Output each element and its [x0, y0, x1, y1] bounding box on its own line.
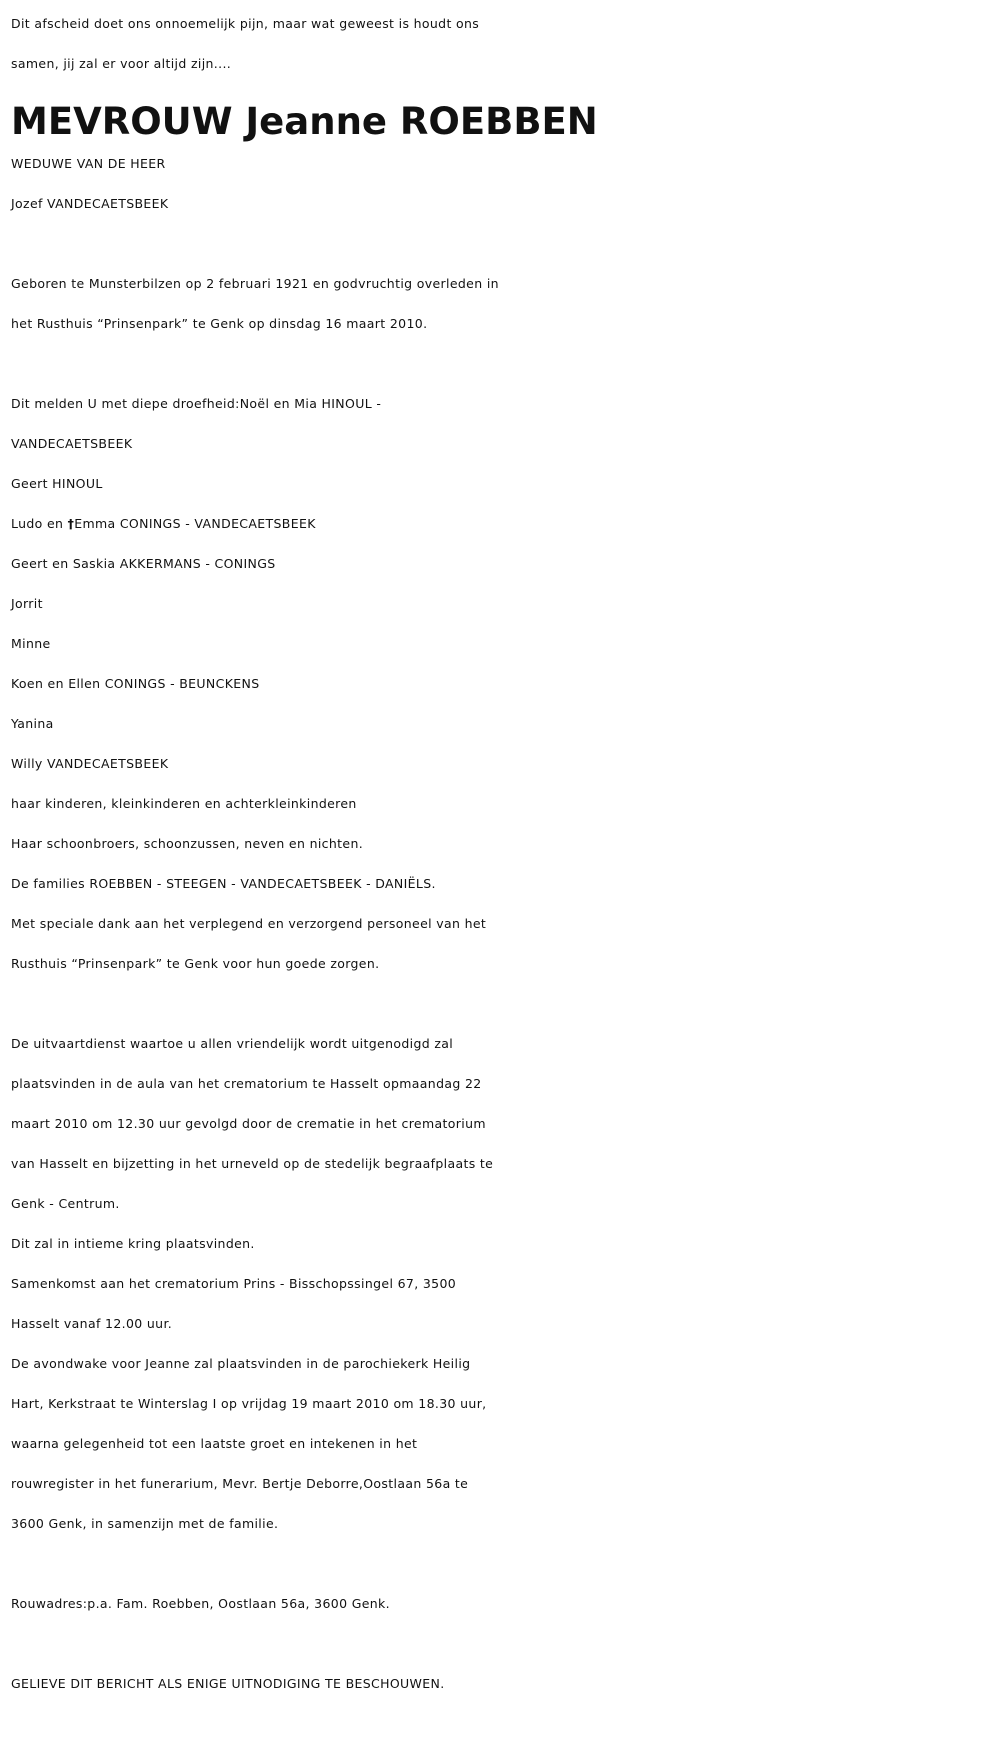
family-relations-line: haar kinderen, kleinkinderen en achterkleinkinderen: [11, 796, 357, 811]
family-member: Jorrit: [11, 596, 43, 611]
deceased-name: MEVROUW Jeanne ROEBBEN: [11, 100, 598, 143]
family-member: Koen en Ellen CONINGS - BEUNCKENS: [11, 676, 260, 691]
family-member: Geert HINOUL: [11, 476, 103, 491]
spouse-name: Jozef VANDECAETSBEEK: [11, 196, 169, 211]
family-member: Geert en Saskia AKKERMANS - CONINGS: [11, 556, 276, 571]
thanks-line: Rusthuis “Prinsenpark” te Genk voor hun goede zorgen.: [11, 956, 380, 971]
family-member: Willy VANDECAETSBEEK: [11, 756, 169, 771]
family-member-ludo-emma: [11, 504, 991, 544]
widow-title: WEDUWE VAN DE HEER: [11, 156, 166, 171]
family-block: [11, 384, 991, 984]
family-intro-line: VANDECAETSBEEK: [11, 436, 133, 451]
spacer: [11, 344, 991, 384]
spacer: [11, 1624, 991, 1664]
family-member-prefix: Ludo en: [11, 516, 68, 531]
service-line: De avondwake voor Jeanne zal plaatsvinden in de parochiekerk Heilig: [11, 1356, 471, 1371]
service-line: Hart, Kerkstraat te Winterslag I op vrijdag 19 maart 2010 om 18.30 uur,: [11, 1396, 487, 1411]
family-intro-line: Dit melden U met diepe droefheid:Noël en Mia HINOUL -: [11, 396, 382, 411]
service-line: Samenkomst aan het crematorium Prins - Bisschopssingel 67, 3500: [11, 1276, 457, 1291]
service-line: Genk - Centrum.: [11, 1196, 120, 1211]
service-line: waarna gelegenheid tot een laatste groet en intekenen in het: [11, 1436, 418, 1451]
thanks-line: Met speciale dank aan het verplegend en verzorgend personeel van het: [11, 916, 487, 931]
spacer: [11, 1544, 991, 1584]
obituary-notice: [11, 4, 991, 1704]
service-line: maart 2010 om 12.30 uur gevolgd door de crematie in het crematorium: [11, 1116, 486, 1131]
deceased-block: [11, 100, 991, 224]
closing-block: [11, 1664, 991, 1704]
family-member: Yanina: [11, 716, 54, 731]
family-member-suffix: Emma CONINGS - VANDECAETSBEEK: [74, 516, 316, 531]
mourning-address-block: [11, 1584, 991, 1624]
intro-line: samen, jij zal er voor altijd zijn....: [11, 56, 232, 71]
spacer: [11, 84, 991, 100]
service-line: rouwregister in het funerarium, Mevr. Bertje Deborre,Oostlaan 56a te: [11, 1476, 469, 1491]
service-line: De uitvaartdienst waartoe u allen vriendelijk wordt uitgenodigd zal: [11, 1036, 454, 1051]
service-line: 3600 Genk, in samenzijn met de familie.: [11, 1516, 279, 1531]
family-relations-line: Haar schoonbroers, schoonzussen, neven en nichten.: [11, 836, 364, 851]
service-line: Hasselt vanaf 12.00 uur.: [11, 1316, 173, 1331]
cross-icon: †: [67, 516, 75, 531]
intro-quote: [11, 4, 991, 84]
mourning-address: Rouwadres:p.a. Fam. Roebben, Oostlaan 56a, 3600 Genk.: [11, 1596, 390, 1611]
service-line: Dit zal in intieme kring plaatsvinden.: [11, 1236, 255, 1251]
family-member: Minne: [11, 636, 51, 651]
intro-line: Dit afscheid doet ons onnoemelijk pijn, maar wat geweest is houdt ons: [11, 16, 480, 31]
spacer: [11, 224, 991, 264]
birth-death-block: [11, 264, 991, 344]
spacer: [11, 984, 991, 1024]
closing-line: GELIEVE DIT BERICHT ALS ENIGE UITNODIGING TE BESCHOUWEN.: [11, 1676, 445, 1691]
birth-death-line: het Rusthuis “Prinsenpark” te Genk op dinsdag 16 maart 2010.: [11, 316, 428, 331]
service-line: plaatsvinden in de aula van het crematorium te Hasselt opmaandag 22: [11, 1076, 482, 1091]
birth-death-line: Geboren te Munsterbilzen op 2 februari 1921 en godvruchtig overleden in: [11, 276, 499, 291]
service-block: [11, 1024, 991, 1544]
families-line: De families ROEBBEN - STEEGEN - VANDECAETSBEEK - DANIËLS.: [11, 876, 436, 891]
service-line: van Hasselt en bijzetting in het urneveld op de stedelijk begraafplaats te: [11, 1156, 494, 1171]
